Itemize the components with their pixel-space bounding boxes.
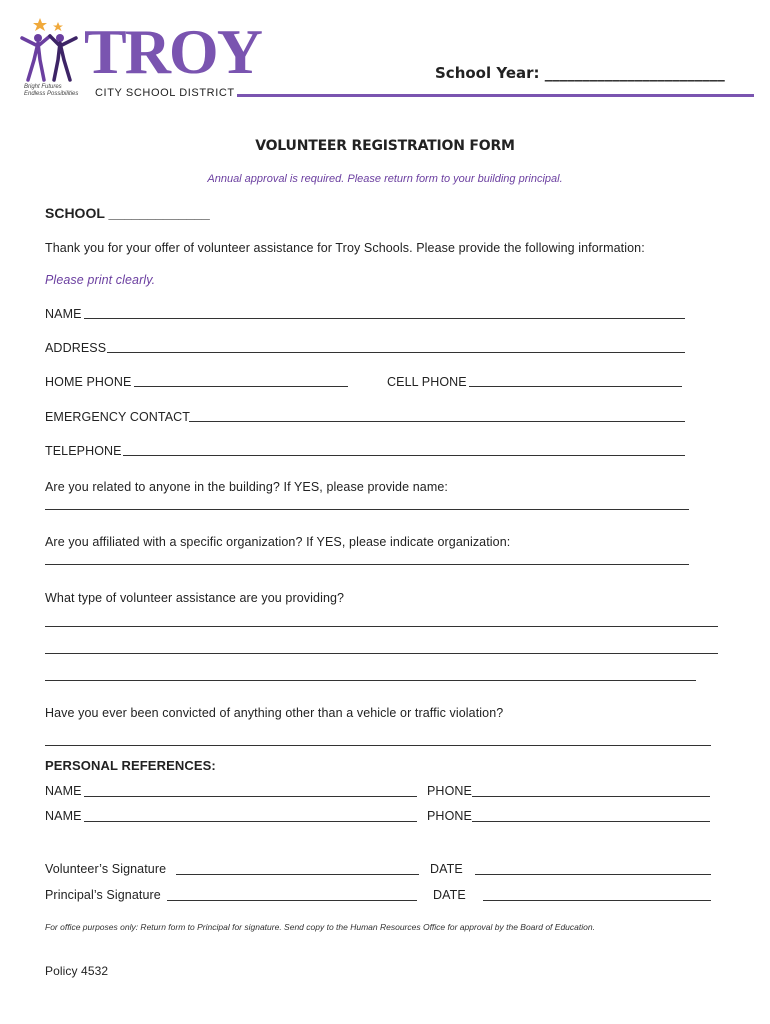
reference-phone-label: PHONE [427, 784, 472, 798]
reference-2-name-field[interactable] [84, 821, 417, 822]
principal-signature-field[interactable] [167, 900, 417, 901]
policy-number: Policy 4532 [45, 964, 109, 978]
volunteer-signature-label: Volunteer’s Signature [45, 862, 167, 876]
volunteer-signature-field[interactable] [176, 874, 419, 875]
name-label: NAME [45, 307, 82, 321]
intro-text: Thank you for your offer of volunteer assistance for Troy Schools. Please provide the following information: [45, 241, 645, 255]
emergency-contact-field[interactable] [189, 421, 685, 422]
affiliated-question: Are you affiliated with a specific organization? If YES, please indicate organization: [45, 535, 511, 549]
logo-wordmark: TROY [84, 16, 261, 87]
logo-tagline: Bright Futures Endless Possibilities [24, 84, 79, 97]
references-heading: PERSONAL REFERENCES: [45, 758, 216, 773]
reference-name-label: NAME [45, 784, 82, 798]
reference-phone-label: PHONE [427, 809, 472, 823]
logo-figures-icon [16, 16, 82, 86]
home-phone-field[interactable] [134, 386, 348, 387]
name-field[interactable] [84, 318, 685, 319]
school-field[interactable]: SCHOOL _____________ [45, 205, 210, 221]
assistance-answer-line[interactable] [45, 653, 718, 654]
assistance-answer-line[interactable] [45, 680, 696, 681]
district-logo [16, 16, 82, 91]
principal-date-label: DATE [433, 888, 466, 902]
address-field[interactable] [107, 352, 685, 353]
print-note: Please print clearly. [45, 273, 156, 287]
telephone-label: TELEPHONE [45, 444, 122, 458]
office-note: For office purposes only: Return form to Principal for signature. Send copy to the Human Resources Office for approval by the Board of Education. [45, 922, 595, 932]
address-label: ADDRESS [45, 341, 107, 355]
principal-date-field[interactable] [483, 900, 711, 901]
telephone-field[interactable] [123, 455, 685, 456]
reference-2-phone-field[interactable] [472, 821, 710, 822]
related-answer-field[interactable] [45, 509, 689, 510]
related-question: Are you related to anyone in the building? If YES, please provide name: [45, 480, 448, 494]
home-phone-label: HOME PHONE [45, 375, 132, 389]
cell-phone-label: CELL PHONE [387, 375, 467, 389]
reference-name-label: NAME [45, 809, 82, 823]
cell-phone-field[interactable] [469, 386, 682, 387]
affiliated-answer-field[interactable] [45, 564, 689, 565]
logo-district-name: CITY SCHOOL DISTRICT [95, 87, 235, 99]
emergency-contact-label: EMERGENCY CONTACT [45, 410, 190, 424]
reference-1-phone-field[interactable] [472, 796, 710, 797]
convicted-answer-field[interactable] [45, 745, 711, 746]
assistance-question: What type of volunteer assistance are you providing? [45, 591, 345, 605]
assistance-answer-line[interactable] [45, 626, 718, 627]
form-subtitle: Annual approval is required. Please return form to your building principal. [207, 173, 563, 185]
reference-1-name-field[interactable] [84, 796, 417, 797]
principal-signature-label: Principal’s Signature [45, 888, 161, 902]
form-title: VOLUNTEER REGISTRATION FORM [255, 138, 515, 154]
header-rule [237, 94, 754, 97]
volunteer-date-label: DATE [430, 862, 463, 876]
convicted-question: Have you ever been convicted of anything other than a vehicle or traffic violation? [45, 706, 504, 720]
school-year-field[interactable]: School Year: ________________________ [435, 64, 725, 82]
volunteer-date-field[interactable] [475, 874, 711, 875]
